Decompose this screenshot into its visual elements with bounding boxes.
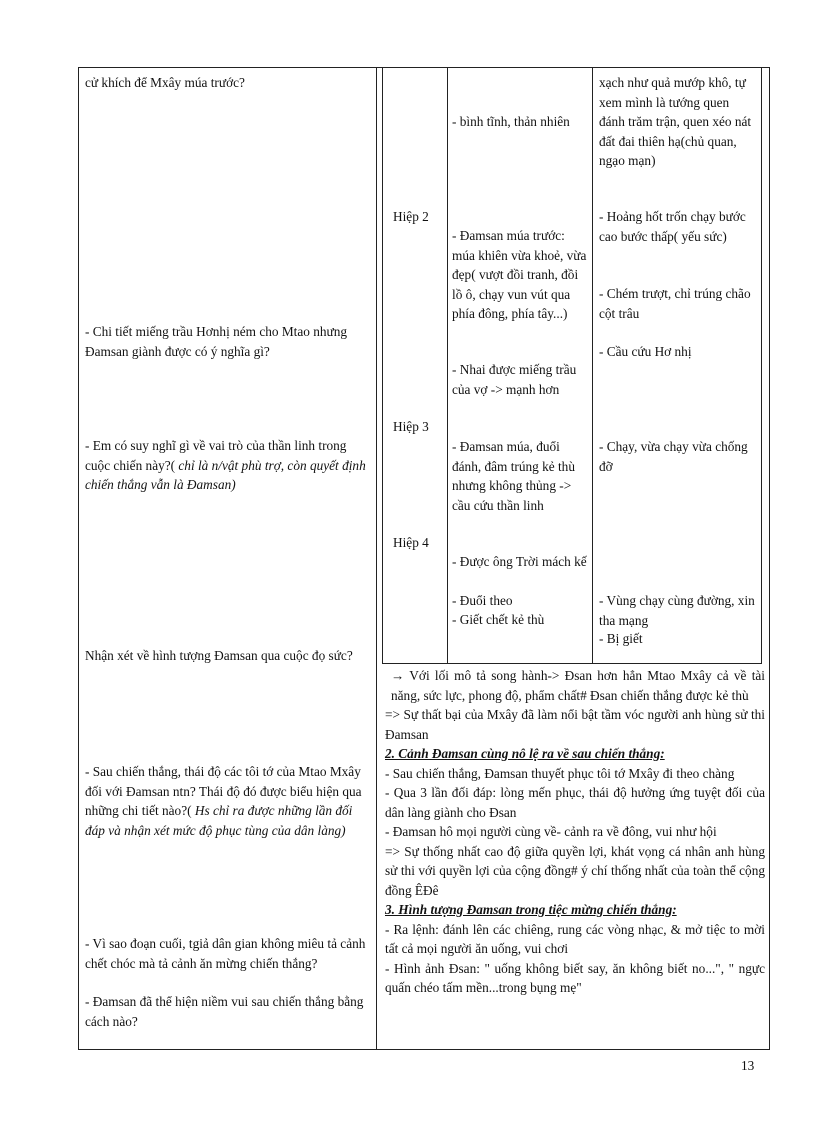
table-border-left	[78, 67, 79, 1050]
round-label-4: Hiệp 4	[393, 535, 429, 550]
mtao-action-2: - Hoảng hốt trốn chạy bước cao bước thấp( yếu sức)	[599, 209, 746, 244]
mtao-action-4: - Cầu cứu Hơ nhị	[599, 344, 692, 359]
table-border-right	[769, 67, 770, 1050]
table-border-top	[78, 67, 770, 68]
question-servants-attitude: - Sau chiến thắng, thái độ các tôi tớ của Mtao Mxây đối với Đamsan ntn? Thái độ đó được biểu hiện qua những chi tiết nào?( Hs chỉ ra được những lần đối đáp và nhận xét mức độ phục tùng của dân làng)	[85, 764, 362, 838]
inner-table-right	[761, 67, 762, 664]
mtao-action-1: xạch như quả mướp khô, tự xem mình là tướng quen đánh trăm trận, quen xéo nát đất đai thiên hạ(chủ quan, ngạo mạn)	[599, 75, 752, 168]
answer-feast-image: - Hình ảnh Đsan: " uống không biết say, ăn không biết no...", " ngực quấn chéo tấm mền...trong bụng mẹ"	[385, 960, 765, 995]
damsan-action-6: - Đuổi theo	[452, 593, 513, 608]
question-image-of-hero: Nhận xét về hình tượng Đamsan qua cuộc đọ sức?	[85, 648, 353, 663]
mtao-action-3: - Chém trượt, chỉ trúng chão cột trâu	[599, 286, 751, 321]
damsan-action-2: - Đamsan múa trước: múa khiên vừa khoẻ, vừa đẹp( vượt đồi tranh, đồi lồ ô, chạy vun vút qua phía đông, phía tây...)	[452, 228, 587, 321]
damsan-action-7: - Giết chết kẻ thù	[452, 612, 545, 627]
inner-table-left	[382, 67, 383, 664]
question-provoke: cử khích để Mxây múa trước?	[85, 75, 245, 90]
answer-conclusion-1: => Sự thất bại của Mxây đã làm nổi bật tầm vóc người anh hùng sử thi Đamsan	[385, 707, 765, 742]
damsan-action-3: - Nhai được miếng trầu của vợ -> mạnh hơn	[452, 362, 577, 397]
round-label-2: Hiệp 2	[393, 209, 429, 224]
answer-dialogues: - Qua 3 lần đối đáp: lòng mến phục, thái độ hưởng ứng tuyệt đối của dân làng giành cho Đsan	[385, 785, 765, 820]
inner-col-divider-2	[592, 67, 593, 664]
answer-block	[385, 666, 765, 998]
answer-feast-order: - Ra lệnh: đánh lên các chiêng, rung các vòng nhạc, & mở tiệc to mời tất cả mọi người ăn uống, vui chơi	[385, 921, 765, 956]
question-ending: - Vì sao đoạn cuối, tgiả dân gian không miêu tả cảnh chết chóc mà tả cảnh ăn mừng chiến thắng?	[85, 936, 366, 971]
answer-conclusion-2: => Sự thống nhất cao độ giữa quyền lợi, khát vọng cá nhân anh hùng sử thi với quyền lợi của cộng đồng# ý chí thống nhất của toàn thể cộng đồng ÊĐê	[385, 843, 765, 898]
section-heading-2: 2. Cảnh Đamsan cùng nô lệ ra về sau chiến thắng:	[385, 746, 665, 761]
answer-persuade: - Sau chiến thắng, Đamsan thuyết phục tôi tớ Mxây đi theo chàng	[385, 765, 735, 781]
mtao-action-5: - Chạy, vừa chạy vừa chống đỡ	[599, 439, 748, 474]
inner-table-bottom	[382, 663, 762, 664]
table-border-bottom	[78, 1049, 770, 1050]
question-betel: - Chi tiết miếng trầu Hơnhị ném cho Mtao nhưng Đamsan giành được có ý nghĩa gì?	[85, 324, 348, 359]
column-divider	[376, 67, 377, 1050]
round-label-3: Hiệp 3	[393, 419, 429, 434]
inner-col-divider-1	[447, 67, 448, 664]
answer-return: - Đamsan hô mọi người cùng về- cảnh ra về đông, vui như hội	[385, 824, 717, 839]
mtao-action-6: - Vùng chạy cùng đường, xin tha mạng	[599, 593, 755, 628]
damsan-action-1: - bình tĩnh, thản nhiên	[452, 114, 570, 129]
question-deities: - Em có suy nghĩ gì về vai trò của thần linh trong cuộc chiến này?( chỉ là n/vật phù trợ, còn quyết định chiến thắng vẫn là Đamsan)	[85, 438, 366, 492]
mtao-action-7: - Bị giết	[599, 631, 643, 646]
answer-comparison: → Với lối mô tả song hành-> Đsan hơn hẳn Mtao Mxây cả về tài năng, sức lực, phong độ, phẩm chất# Đsan chiến thắng được kẻ thù	[391, 668, 765, 703]
page-number: 13	[741, 1058, 755, 1073]
damsan-action-5: - Được ông Trời mách kế	[452, 554, 587, 569]
question-celebration: - Đamsan đã thể hiện niềm vui sau chiến thắng bằng cách nào?	[85, 994, 364, 1029]
damsan-action-4: - Đamsan múa, đuổi đánh, đâm trúng kẻ thù nhưng không thủng -> cầu cứu thần linh	[452, 439, 575, 513]
section-heading-3: 3. Hình tượng Đamsan trong tiệc mừng chiến thắng:	[385, 902, 677, 917]
